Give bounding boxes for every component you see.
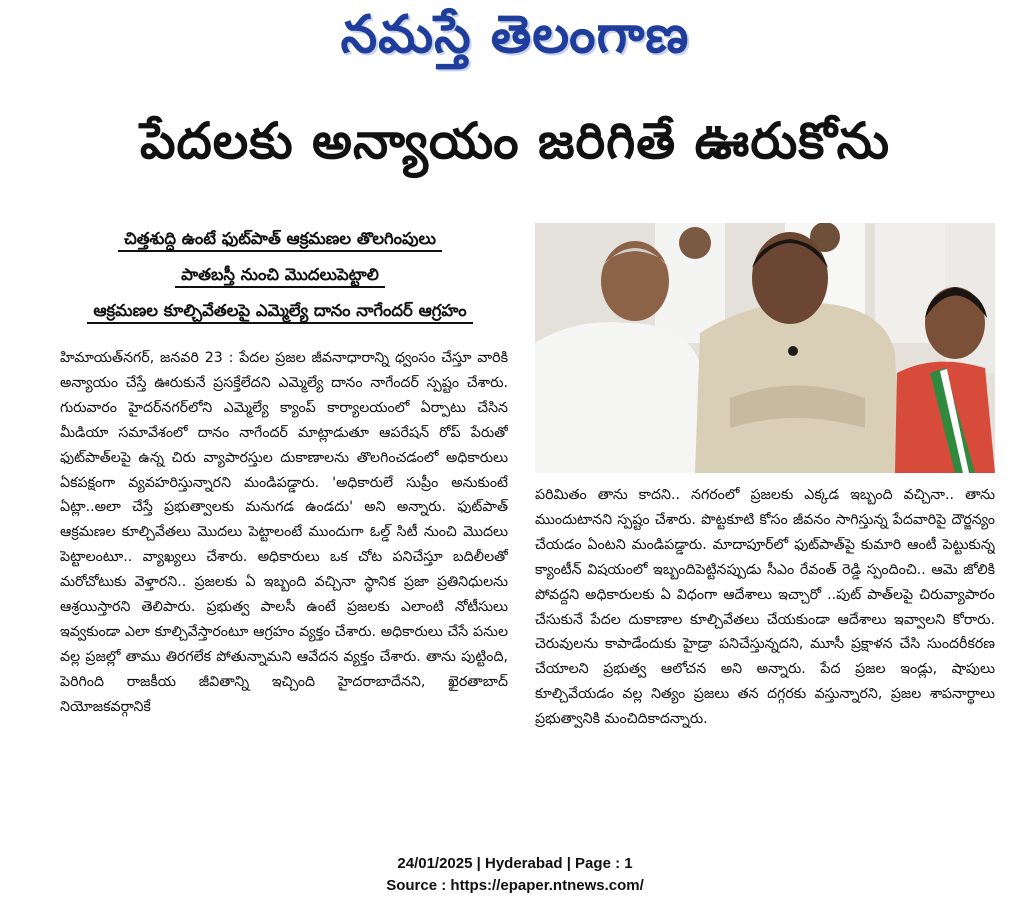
news-photo-illustration: [535, 223, 995, 473]
article-column-right: [535, 483, 995, 828]
newspaper-masthead: [0, 4, 1030, 76]
deck-text-1: చిత్తశుద్ధి ఉంటే ఫుట్‌పాత్ ఆక్రమణల తొలగింపులు: [118, 229, 442, 252]
source-link[interactable]: Source : https://epaper.ntnews.com/: [386, 877, 644, 894]
deck-line-2: [40, 264, 520, 286]
article-headline: పేదలకు అన్యాయం జరిగితే ఊరుకోను: [139, 112, 891, 170]
deck-line-1: [40, 228, 520, 250]
news-photo: [535, 223, 995, 473]
article-decks: [40, 228, 520, 336]
deck-line-3: [40, 300, 520, 322]
article-text-left: హిమాయత్‌నగర్, జనవరి 23 : పేదల ప్రజల జీవనాధారాన్ని ధ్వంసం చేస్తూ వారికి అన్యాయం చేస్తే ఊరుకునే ప్రసక్తేలేదని ఎమ్మెల్యే దానం నాగేందర్ స్పష్టం చేశారు. గురువారం హైదర్‌నగర్‌లోని ఎమ్మెల్యే క్యాంప్ కార్యాలయంలో ఏర్పాటు చేసిన మీడియా సమావేశంలో దానం నాగేందర్ మాట్లాడుతూ ఆపరేషన్ రోప్ పేరుతో ఫుట్‌పాత్‌లపై ఉన్న చిరు వ్యాపారస్తుల దుకాణాలను తొలగించడంలో అధికారులు ఏకపక్షంగా వ్యవహరిస్తున్నారని మండిపడ్డారు. 'అధికారులే సుప్రీం అనుకుంటే ఏట్లా..అలా చేస్తే ప్రభుత్వాలకు మనుగడ ఉండదు' అని అన్నారు. ఫుట్‌పాత్ ఆక్రమణల కూల్చివేతలు మొదలు పెట్టాలంటే ముందుగా ఓల్డ్ సిటీ నుంచి మొదలు పెట్టాలంటూ.. వ్యాఖ్యలు చేశారు. అధికారులు ఒక చోట పనిచేస్తూ బదిలీలతో మరోచోటుకు వెళ్తారని.. ప్రజలకు ఏ ఇబ్బంది వచ్చినా స్థానిక ప్రజా ప్రతినిధులను ఆశ్రయిస్తారని తెలిపారు. ప్రభుత్వ పాలసీ ఉంటే ప్రజలకు ఎలాంటి నోటీసులు ఇవ్వకుండా ఎలా కూల్చివేస్తారంటూ ఆగ్రహం వ్యక్తం చేశారు. అధికారులు చేసే పనుల వల్ల ప్రజల్లో తాము తిరగలేక పోతున్నామని ఆవేదన వ్యక్తం చేశారు. తాను పుట్టింది, పెరిగింది రాజకీయ జీవితాన్ని ఇచ్చింది హైదరాబాదేనని, ఖైరతాబాద్ నియోజకవర్గానికే: [60, 350, 508, 715]
deck-text-3: ఆక్రమణల కూల్చివేతలపై ఎమ్మెల్యే దానం నాగేందర్ ఆగ్రహం: [87, 301, 472, 324]
masthead-title: నమస్తే తెలంగాణ: [340, 4, 690, 65]
page-dateline: 24/01/2025 | Hyderabad | Page : 1: [397, 855, 633, 872]
article-text-right: పరిమితం తాను కాదని.. నగరంలో ప్రజలకు ఎక్కడ ఇబ్బంది వచ్చినా.. తాను ముందుటానని స్పష్టం చేశారు. పొట్టకూటి కోసం జీవనం సాగిస్తున్న పేదవారిపై దౌర్జన్యం చేయడం ఏంటని మండిపడ్డారు. మాదాపూర్‌లో ఫుట్‌పాత్‌పై కుమారి ఆంటీ పెట్టుకున్న క్యాంటీన్ విషయంలో ఇబ్బందిపెట్టినప్పుడు సీఎం రేవంత్ రెడ్డి స్పందించి.. ఆమె జోలికి పోవద్దని అధికారులకు ఏ విధంగా ఆదేశాలు ఇచ్చారో ..పుట్ పాత్‌లపై చిరువ్యాపారం చేసుకునే పేదల దుకాణాల కూల్చివేతలు చేయకుండా ఆదేశాలు ఇవ్వాలని కోరారు. చెరువులను కాపాడేందుకు హైడ్రా పనిచేస్తున్నదని, మూసీ ప్రక్షాళన చేసి సుందరీకరణ చేయాలని ప్రభుత్వ ఆలోచన అని అన్నారు. పేద ప్రజల ఇండ్లు, షాపులు కూల్చివేయడం వల్ల నిత్యం ప్రజలు తన దగ్గరకు వస్తున్నారని, ప్రజల శాపనార్థాలు ప్రభుత్వానికి మంచిదికాదన్నారు.: [535, 487, 995, 728]
article-column-left: [60, 346, 508, 826]
deck-text-2: పాతబస్తీ నుంచి మొదలుపెట్టాలి: [175, 265, 385, 288]
